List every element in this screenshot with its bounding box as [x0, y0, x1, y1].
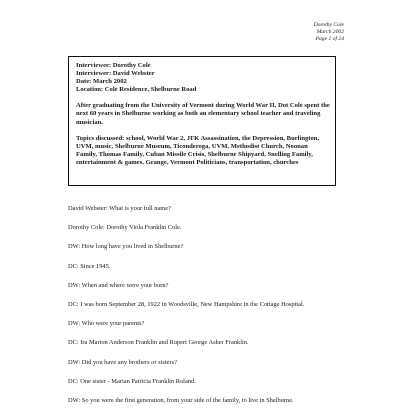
header-date: March 2002: [316, 29, 344, 36]
transcript: [68, 205, 368, 416]
summary-abstract: After graduating from the University of Vermont during World War II, Dot Cole spent the next 60 years in Shelburne working as both an elementary school teacher and traveling musician.: [76, 102, 330, 126]
header-interviewee-name: Dorothy Cole: [313, 22, 344, 28]
transcript-line: Dorothy Cole: Dorothy Viola Franklin Cole.: [68, 224, 182, 232]
transcript-line: DW: So you were the first generation, from your side of the family, to live in Shelburne.: [68, 396, 294, 404]
transcript-line: DC: I was born September 28, 1922 in Woodsville, New Hampshire in the Cottage Hospital.: [68, 300, 305, 308]
summary-location: Location: Cole Residence, Shelburne Road: [76, 86, 197, 94]
summary-topics: Topics discussed: school, World War 2, JFK Assassination, the Depression, Burlington, UVM, music, Shelburne Museum, Ticonderoga, UVM, Methodist Church, Noonan Family, Thomas Family, Cuban Missile Crisis, Shelburne Shipyard, Snelling Family, entertainment & games, Grange, Vermont Politicians, transportation, churches: [76, 134, 320, 166]
page-header: [314, 22, 344, 44]
interview-summary-box: [68, 56, 336, 186]
transcript-line: DW: When and where were your born?: [68, 281, 169, 289]
summary-interviewer: Interviewer: David Webster: [76, 70, 155, 78]
transcript-line: David Webster: What is your full name?: [68, 205, 171, 212]
transcript-line: DW: Did you have any brothers or sisters?: [68, 358, 177, 366]
transcript-line: DW: How long have you lived in Shelburne?: [68, 243, 184, 251]
header-page-number: Page 1 of 24: [315, 36, 344, 43]
summary-interviewee: Interviewee: Dorothy Cole: [76, 62, 151, 69]
summary-date: Date: March 2002: [76, 78, 127, 86]
transcript-line: DW: Who were your parents?: [68, 320, 145, 328]
transcript-line: DC: One sister - Marian Patricia Franklin Roland.: [68, 377, 196, 385]
transcript-line: DC: Ira Marion Anderson Franklin and Rupert George Asher Franklin.: [68, 339, 249, 347]
transcript-line: DC: Since 1945.: [68, 262, 111, 270]
